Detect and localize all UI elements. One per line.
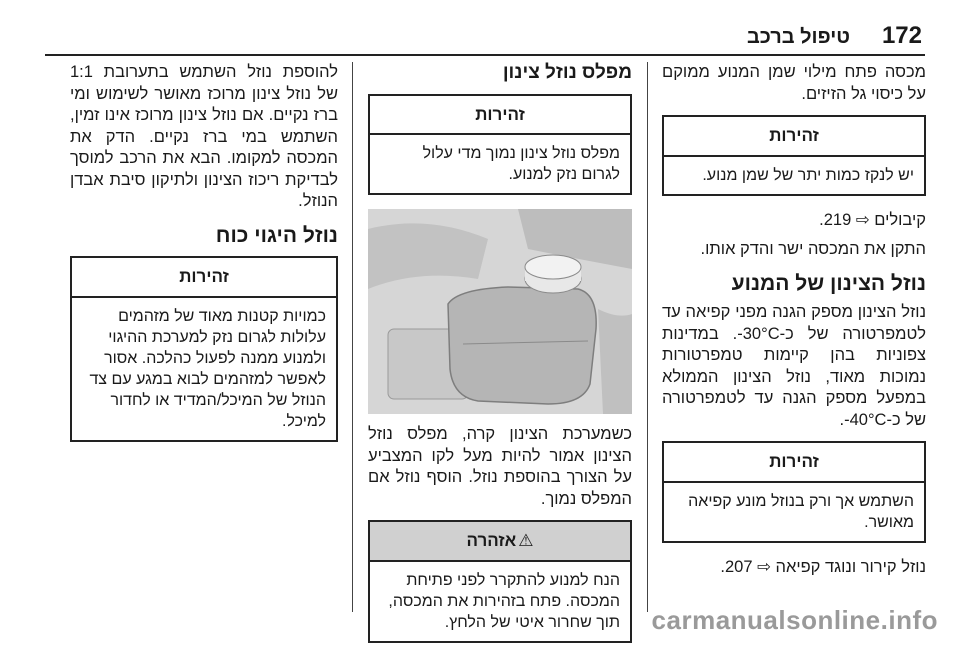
- left-column: [70, 62, 338, 456]
- coolant-level-heading: מפלס נוזל צינון: [502, 62, 632, 83]
- warning-triangle-icon: ⚠: [518, 531, 534, 550]
- cap-close-text: התקן את המכסה ישר והדק אותו.: [700, 240, 926, 258]
- middle-column: [368, 62, 632, 657]
- warning-text: הנח למנוע להתקרר לפני פתיחת המכסה. פתח בזהירות את המכסה, תוך שחרור איטי של הלחץ.: [388, 571, 620, 631]
- reservoir-illustration: [368, 209, 632, 414]
- caution-text: כמויות קטנות מאוד של מזהמים עלולות לגרום נזק למערכת ההיגוי ולמנוע ממנה לפעול כהלכה. אסור לאפשר למזהמים לבוא במגע עם צד הנוזל של המיכל/המדיד או לחדור למיכל.: [89, 307, 326, 430]
- page-number: 172: [881, 22, 922, 49]
- caution-text: מפלס נוזל צינון נמוך מדי עלול לגרום נזק למנוע.: [422, 145, 620, 183]
- caution-text: יש לנקז כמות יתר של שמן מנוע.: [702, 166, 914, 184]
- mixing-paragraph: להוספת נוזל השתמש בתערובת 1:1 של נוזל צינון מרוכז מאושר לשימוש ומי ברז נקיים. אם נוזל צינון מרוכז אינו זמין, השתמש במי ברז נקיים. הדק את המכסה למקומו. הבא את הרכב למוסך לבדיקת ריכוז הצינון ולתיקון סיבת אבדן הנוזל.: [70, 63, 338, 210]
- column-divider-left: [352, 62, 353, 612]
- warning-box-pressure: [368, 520, 632, 643]
- page-header: [0, 22, 960, 52]
- coolant-paragraph: נוזל הצינון מספק הגנה מפני קפיאה עד לטמפרטורה של כ-30°C-. במדינות צפוניות בהן קיימות טמפרטורות נמוכות מאוד, נוזל הצינון הממולא במפעל מספק הגנה עד לטמפרטורה של כ-40°C-.: [662, 303, 926, 429]
- oil-cap-intro: מכסה פתח מילוי שמן המנוע ממוקם על כיסוי גל הזיזים.: [662, 63, 926, 103]
- caution-box-antifreeze: [662, 441, 926, 543]
- caution-title: זהירות: [72, 258, 336, 298]
- antifreeze-ref: נוזל קירור ונוגד קפיאה ⇨ 207.: [720, 557, 926, 576]
- column-divider-right: [647, 62, 648, 612]
- caution-box-level: [368, 94, 632, 196]
- warning-title-text: אזהרה: [466, 531, 517, 550]
- caution-box-oil: [662, 115, 926, 196]
- caution-title: זהירות: [664, 443, 924, 483]
- warning-title: [370, 522, 630, 562]
- coolant-level-paragraph: כשמערכת הצינון קרה, מפלס נוזל הצינון אמור להיות מעל לקו המצביע על הצורך בהוספת נוזל. הוסף נוזל אם המפלס נמוך.: [368, 425, 632, 508]
- coolant-reservoir-figure: [368, 209, 632, 414]
- coolant-heading: נוזל הצינון של המנוע: [731, 271, 926, 295]
- capacities-ref: קיבולים ⇨ 219.: [819, 210, 926, 229]
- caution-title: זהירות: [370, 96, 630, 136]
- right-column: [662, 62, 926, 586]
- section-title: טיפול ברכב: [746, 26, 850, 48]
- watermark: carmanualsonline.info: [651, 605, 938, 635]
- caution-box-steering: [70, 256, 338, 442]
- caution-title: זהירות: [664, 117, 924, 157]
- power-steering-heading: נוזל היגוי כוח: [215, 223, 338, 247]
- header-rule: [45, 54, 925, 56]
- caution-text: השתמש אך ורק בנוזל מונע קפיאה מאושר.: [688, 492, 914, 531]
